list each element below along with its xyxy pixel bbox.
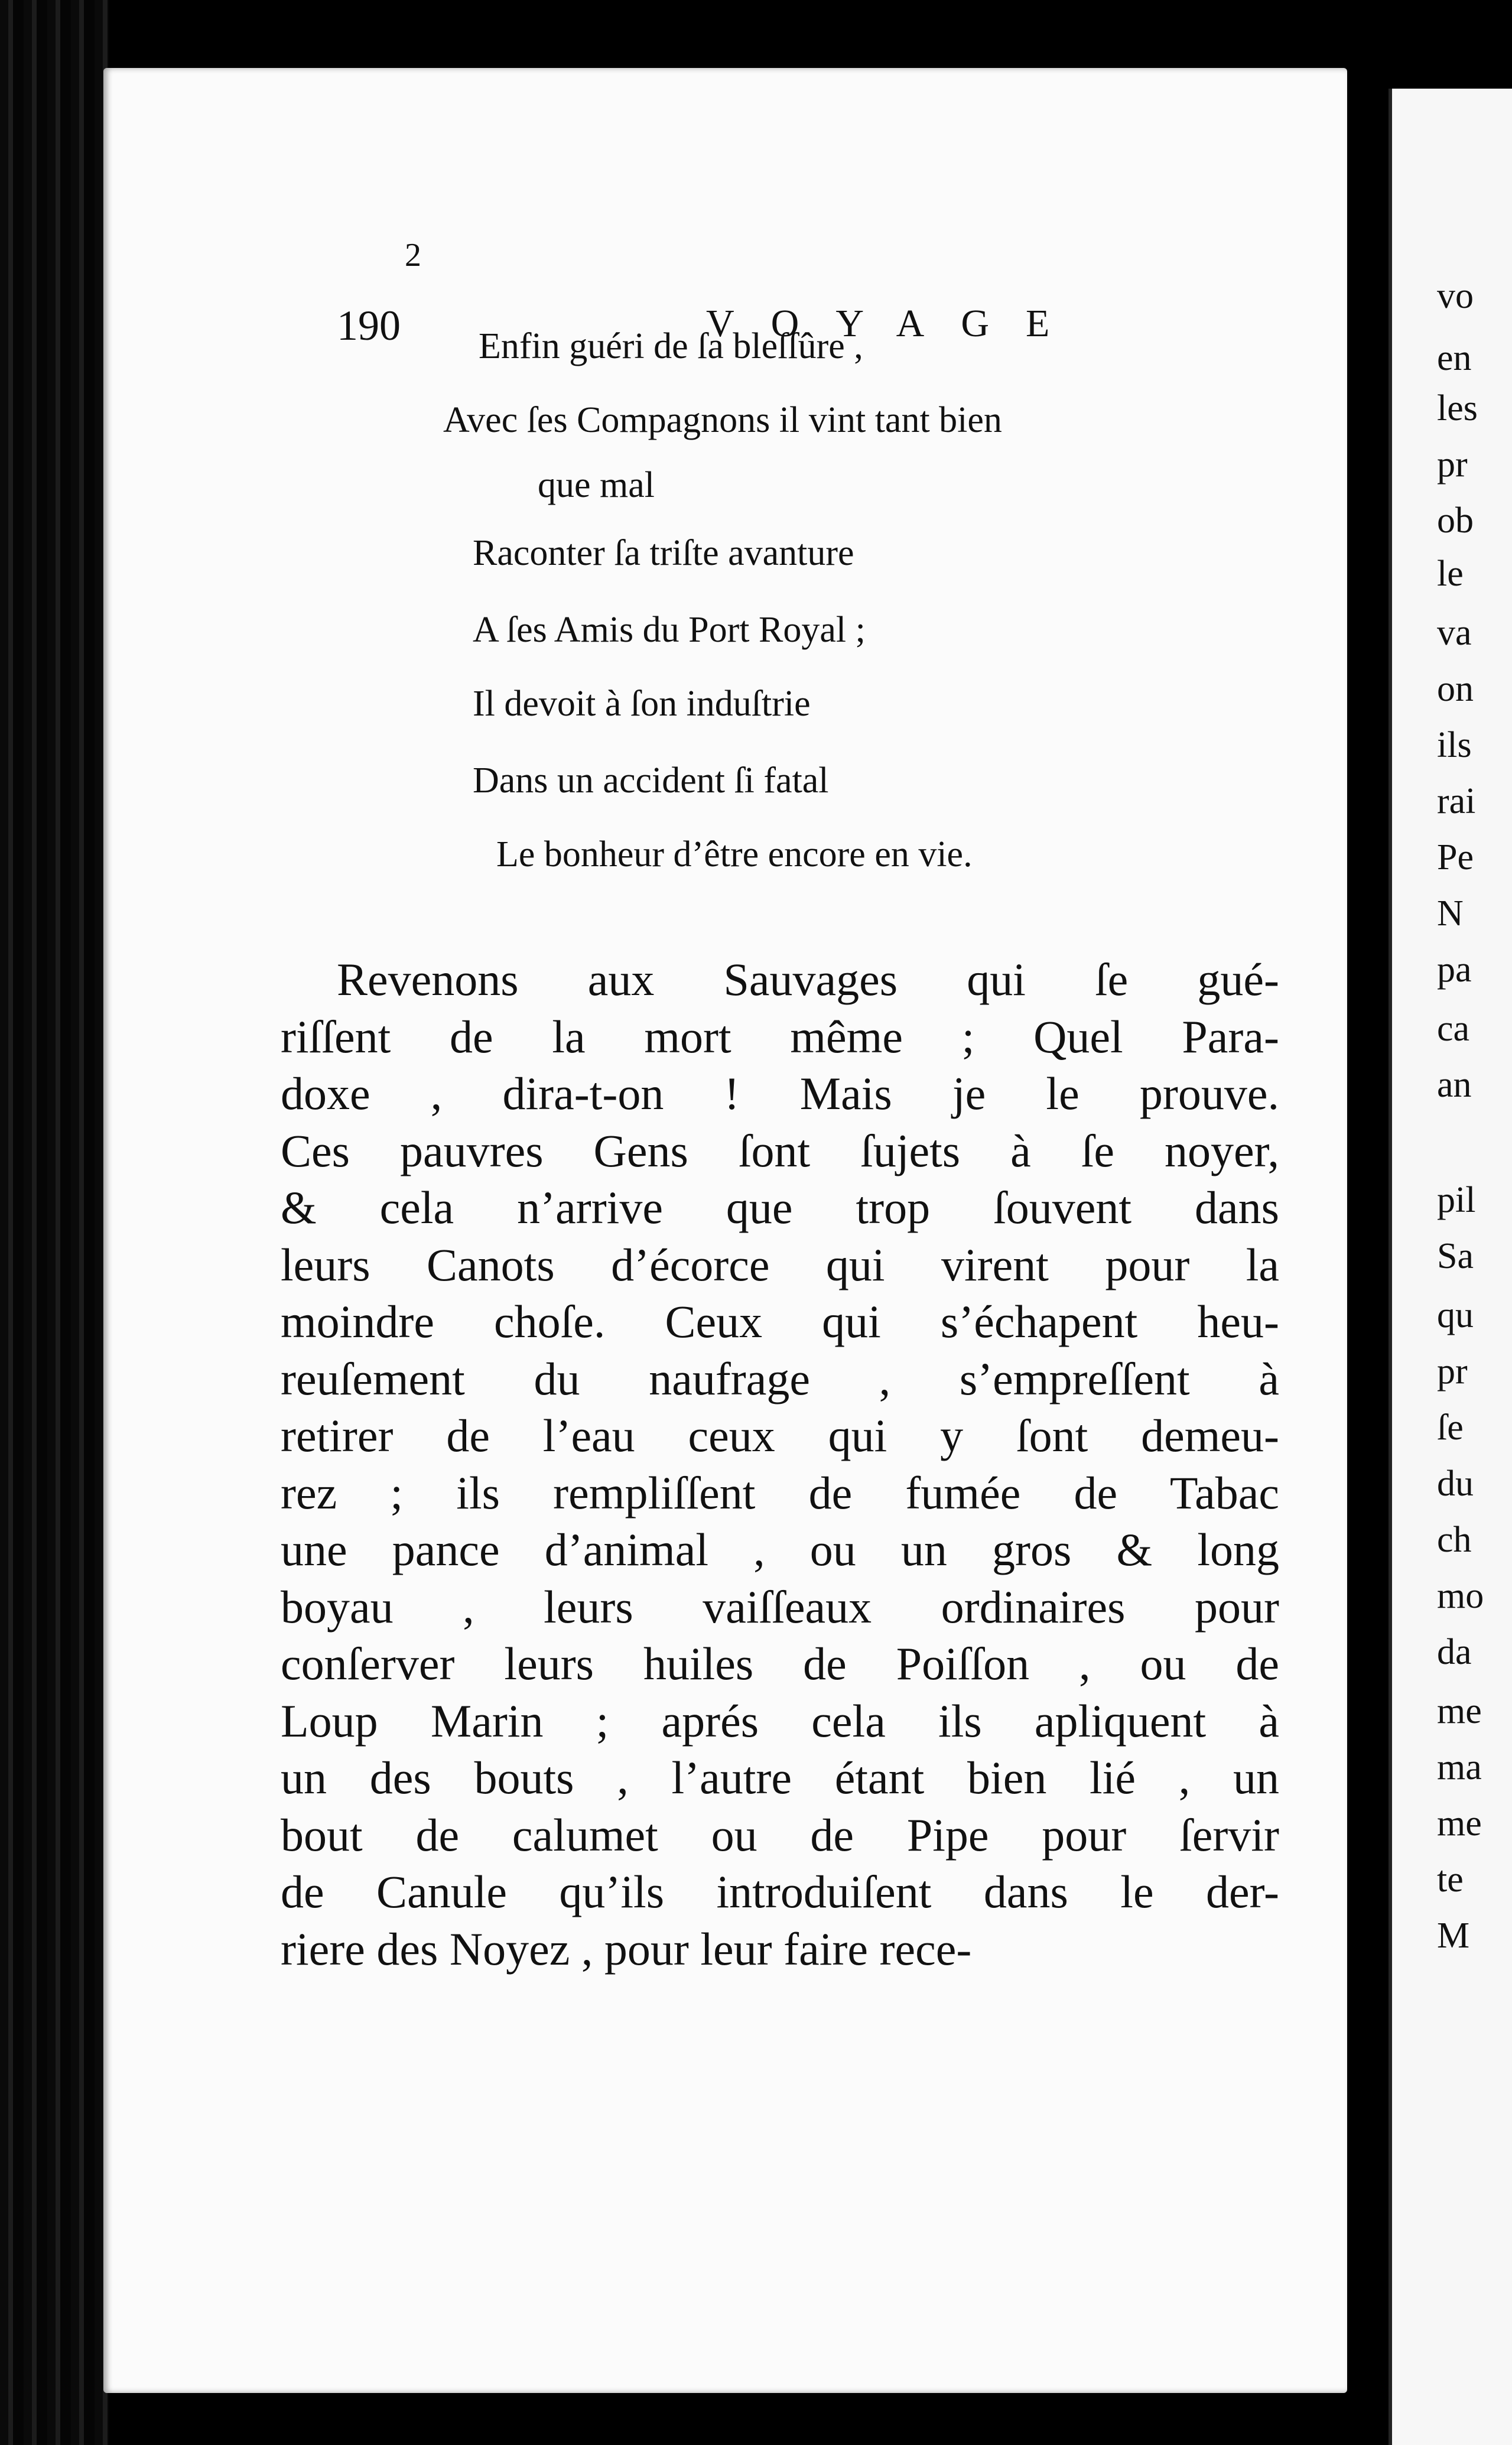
facing-page-fragment: qu	[1437, 1295, 1474, 1335]
book-page	[103, 68, 1347, 2393]
facing-page-fragment: te	[1437, 1859, 1464, 1900]
facing-page-fragment: N	[1437, 893, 1464, 934]
facing-page-fragment: du	[1437, 1464, 1474, 1504]
prose-line: un des bouts , l’autre étant bien lié , un	[281, 1752, 1279, 1803]
facing-page-fragment: pa	[1437, 950, 1472, 990]
facing-page-fragment: ch	[1437, 1520, 1472, 1560]
verse-line: que mal	[538, 465, 655, 505]
facing-page-fragment: da	[1437, 1632, 1472, 1672]
facing-page-fragment: les	[1437, 388, 1478, 428]
prose-line: de Canule qu’ils introduiſent dans le der-	[281, 1866, 1279, 1917]
prose-line: Ces pauvres Gens ſont ſujets à ſe noyer,	[281, 1124, 1279, 1176]
prose-line: retirer de l’eau ceux qui y ſont demeu-	[281, 1410, 1279, 1461]
prose-line: reuſement du naufrage , s’empreſſent à	[281, 1352, 1279, 1404]
facing-page-fragment: me	[1437, 1691, 1482, 1731]
page-number: 190	[337, 302, 401, 349]
facing-page-fragment: en	[1437, 338, 1472, 378]
prose-line: moindre choſe. Ceux qui s’échapent heu-	[281, 1296, 1279, 1347]
verse-line: Il devoit à ſon induſtrie	[473, 684, 811, 724]
prose-line: conſerver leurs huiles de Poiſſon , ou de	[281, 1638, 1279, 1689]
verse-line: Enfin guéri de ſa bleſſûre ,	[479, 326, 863, 366]
facing-page-fragment: on	[1437, 669, 1474, 709]
page-gutter	[1347, 0, 1389, 2445]
facing-page-fragment: pil	[1437, 1180, 1476, 1220]
facing-page-fragment: an	[1437, 1065, 1472, 1105]
facing-page-fragment: ſe	[1437, 1407, 1464, 1448]
facing-page-fragment: ob	[1437, 500, 1474, 541]
facing-page-fragment: me	[1437, 1803, 1482, 1843]
page-mark: 2	[405, 237, 421, 274]
verse-line: A ſes Amis du Port Royal ;	[473, 610, 866, 650]
facing-page-fragment: le	[1437, 554, 1464, 594]
prose-line: riere des Noyez , pour leur faire rece-	[281, 1923, 972, 1975]
facing-page-fragment: ca	[1437, 1009, 1470, 1049]
prose-line: une pance d’animal , ou un gros & long	[281, 1524, 1279, 1575]
facing-page-fragment: vo	[1437, 276, 1474, 316]
facing-page-fragment: va	[1437, 613, 1472, 653]
prose-line: Loup Marin ; aprés cela ils apliquent à	[281, 1695, 1279, 1747]
prose-line: Revenons aux Sauvages qui ſe gué-	[337, 954, 1279, 1005]
verse-line: Dans un accident ſi fatal	[473, 760, 829, 801]
prose-line: & cela n’arrive que trop ſouvent dans	[281, 1182, 1279, 1233]
running-title: VOYAGE	[706, 302, 1087, 345]
facing-page-fragment: Sa	[1437, 1236, 1474, 1276]
verse-line: Le bonheur d’être encore en vie.	[496, 834, 973, 874]
facing-page-fragment: Pe	[1437, 837, 1474, 877]
facing-page-fragment: pr	[1437, 444, 1468, 485]
prose-line: rez ; ils rempliſſent de fumée de Tabac	[281, 1467, 1279, 1519]
prose-line: leurs Canots d’écorce qui virent pour la	[281, 1238, 1279, 1290]
facing-page-fragment: M	[1437, 1916, 1470, 1956]
book-binding	[0, 0, 109, 2445]
prose-line: doxe , dira-t-on ! Mais je le prouve.	[281, 1068, 1279, 1119]
prose-line: riſſent de la mort même ; Quel Para-	[281, 1010, 1279, 1062]
facing-page-edge	[1389, 89, 1392, 2445]
facing-page-fragment: ils	[1437, 725, 1472, 765]
verse-line: Raconter ſa triſte avanture	[473, 533, 854, 573]
prose-line: bout de calumet ou de Pipe pour ſervir	[281, 1809, 1279, 1861]
facing-page-fragment: pr	[1437, 1351, 1468, 1391]
verse-line: Avec ſes Compagnons il vint tant bien	[443, 400, 1002, 440]
prose-line: boyau , leurs vaiſſeaux ordinaires pour	[281, 1581, 1279, 1633]
prose-paragraph	[281, 951, 1279, 1978]
facing-page-fragment: rai	[1437, 781, 1476, 821]
facing-page	[1389, 89, 1512, 2445]
facing-page-fragment: ma	[1437, 1747, 1482, 1787]
facing-page-fragment: mo	[1437, 1576, 1484, 1616]
